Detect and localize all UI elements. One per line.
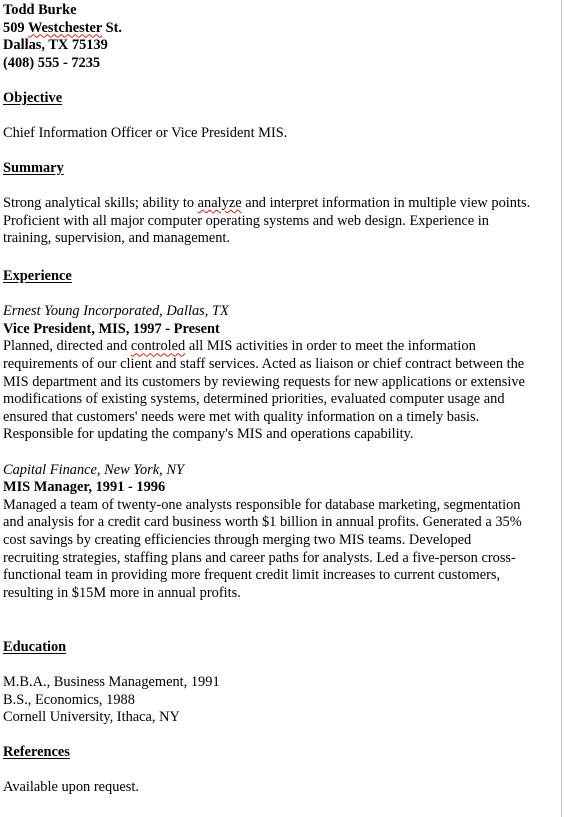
- summary-line-2: Proficient with all major computer operating systems and web design. Experience in: [3, 212, 489, 229]
- job-line: cost savings by creating efficiencies through merging two MIS teams. Developed: [3, 531, 472, 548]
- job-line: resulting in $15M more in annual profits.: [3, 584, 241, 601]
- job-employer: Ernest Young Incorporated, Dallas, TX: [3, 303, 229, 320]
- experience-heading: Experience: [3, 268, 72, 284]
- job-line: requirements of our client and staff services. Acted as liaison or chief contract between the: [3, 355, 525, 372]
- job-line: Responsible for updating the company's MIS and operations capability.: [3, 426, 414, 443]
- education-line: B.S., Economics, 1988: [3, 691, 135, 708]
- contact-phone: (408) 555 - 7235: [3, 54, 101, 71]
- summary-line-3: training, supervision, and management.: [3, 230, 230, 247]
- experience-section: [3, 268, 525, 602]
- job-title: Vice President, MIS, 1997 - Present: [3, 320, 220, 337]
- street-number: 509: [3, 19, 25, 36]
- education-line: M.B.A., Business Management, 1991: [3, 674, 220, 691]
- job-line-end: all MIS activities in order to meet the information: [185, 338, 476, 355]
- objective-heading: Objective: [3, 90, 63, 106]
- contact-city: Dallas, TX 75139: [3, 37, 108, 54]
- job-line-start: Planned, directed and: [3, 338, 131, 355]
- job-employer: Capital Finance, New York, NY: [3, 461, 184, 478]
- summary-heading: Summary: [3, 160, 64, 176]
- contact-block: [3, 2, 564, 72]
- job-entry: [3, 462, 525, 603]
- street-name-misspelled[interactable]: Westchester: [27, 19, 102, 36]
- objective-section: [3, 90, 287, 143]
- resume-document: [3, 2, 564, 817]
- job-line: recruiting strategies, staffing plans and career paths for analysts. Led a five-person cross-: [3, 549, 516, 566]
- summary-misspelled-word[interactable]: analyze: [197, 195, 242, 212]
- education-section: [3, 639, 220, 727]
- job-misspelled-word[interactable]: controled: [130, 338, 186, 355]
- job-line: ensured that customers' needs were met with quality information on a timely basis.: [3, 408, 480, 425]
- summary-line-1-start: Strong analytical skills; ability to: [3, 195, 198, 212]
- job-line: [3, 338, 525, 356]
- job-line: Managed a team of twenty-one analysts responsible for database marketing, segmentation: [3, 496, 521, 513]
- education-line: Cornell University, Ithaca, NY: [3, 709, 180, 726]
- objective-text: Chief Information Officer or Vice President MIS.: [3, 125, 288, 142]
- references-section: [3, 744, 139, 797]
- job-title: MIS Manager, 1991 - 1996: [3, 479, 166, 496]
- summary-section: [3, 160, 530, 248]
- job-line: and analysis for a credit card business worth $1 billion in annual profits. Generated a 35%: [3, 514, 522, 531]
- job-line: modifications of existing systems, determined priorities, evaluated computer usage and: [3, 391, 505, 408]
- references-text: Available upon request.: [3, 779, 140, 796]
- job-line: functional team in providing more frequent credit limit increases to current customers,: [3, 567, 501, 584]
- contact-name: Todd Burke: [3, 2, 77, 18]
- education-heading: Education: [3, 639, 67, 655]
- summary-line-1: [3, 195, 530, 213]
- street-suffix: St.: [105, 19, 123, 36]
- references-heading: References: [3, 744, 70, 760]
- job-line: MIS department and its customers by reviewing requests for new applications or extensive: [3, 373, 525, 390]
- summary-line-1-end: and interpret information in multiple view points.: [241, 195, 531, 212]
- contact-street: [3, 20, 564, 38]
- job-entry: [3, 303, 525, 444]
